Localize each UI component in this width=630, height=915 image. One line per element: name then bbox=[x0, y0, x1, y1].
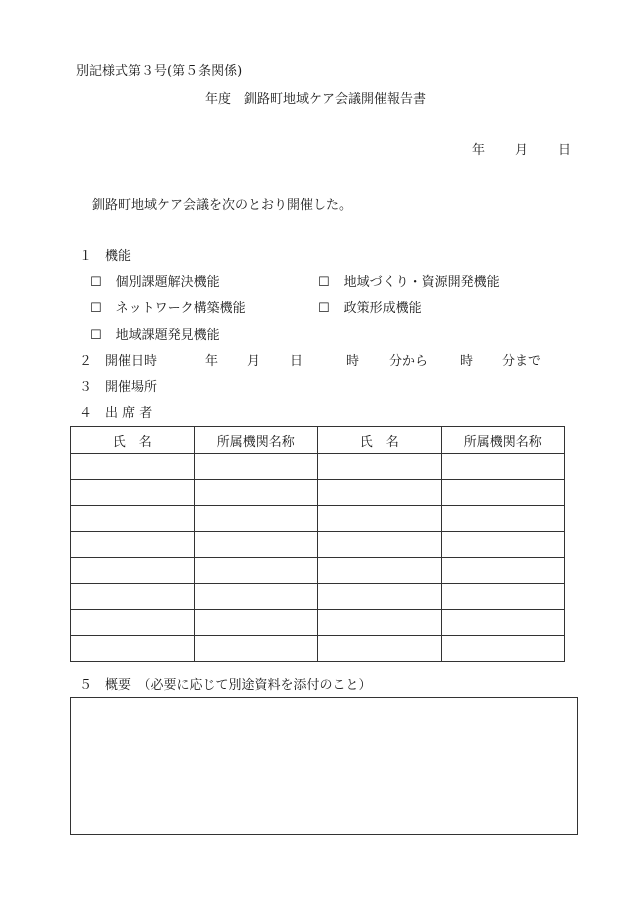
summary-textbox[interactable] bbox=[70, 697, 578, 835]
table-cell[interactable] bbox=[318, 584, 442, 610]
option-label: 個別課題解決機能 bbox=[115, 275, 220, 290]
section-attendees-label: ４ 出 席 者 bbox=[79, 406, 153, 421]
date-year-label: 年 bbox=[472, 143, 486, 158]
table-cell[interactable] bbox=[441, 480, 565, 506]
section-datetime-label: ２ 開催日時 bbox=[79, 354, 158, 369]
name-column-header: 氏 名 bbox=[318, 427, 442, 454]
function-option-policy[interactable] bbox=[318, 301, 422, 317]
date-month-label: 月 bbox=[515, 143, 529, 158]
function-option-network[interactable] bbox=[90, 301, 246, 317]
form-number-label: 別記様式第３号(第５条関係) bbox=[76, 64, 243, 79]
name-column-header: 氏 名 bbox=[71, 427, 195, 454]
attendees-table bbox=[70, 426, 565, 662]
checkbox-icon[interactable]: ☐ bbox=[90, 328, 102, 343]
table-cell[interactable] bbox=[318, 636, 442, 662]
option-label: 地域づくり・資源開発機能 bbox=[343, 275, 500, 290]
table-cell[interactable] bbox=[441, 532, 565, 558]
table-cell[interactable] bbox=[71, 454, 195, 480]
option-label: ネットワーク構築機能 bbox=[115, 301, 246, 316]
table-cell[interactable] bbox=[71, 558, 195, 584]
table-cell[interactable] bbox=[194, 636, 318, 662]
table-cell[interactable] bbox=[318, 454, 442, 480]
function-option-community[interactable] bbox=[318, 275, 500, 291]
table-cell[interactable] bbox=[441, 506, 565, 532]
option-label: 政策形成機能 bbox=[343, 301, 422, 316]
document-title: 年度 釧路町地域ケア会議開催報告書 bbox=[205, 92, 427, 107]
table-cell[interactable] bbox=[71, 610, 195, 636]
table-row bbox=[71, 506, 565, 532]
table-row bbox=[71, 454, 565, 480]
table-cell[interactable] bbox=[318, 558, 442, 584]
function-option-discovery[interactable] bbox=[90, 328, 220, 344]
datetime-year-label: 年 bbox=[205, 354, 219, 369]
table-header-row bbox=[71, 427, 565, 454]
table-cell[interactable] bbox=[441, 558, 565, 584]
table-cell[interactable] bbox=[194, 480, 318, 506]
table-cell[interactable] bbox=[318, 532, 442, 558]
table-cell[interactable] bbox=[441, 610, 565, 636]
checkbox-icon[interactable]: ☐ bbox=[90, 301, 102, 316]
table-cell[interactable] bbox=[194, 584, 318, 610]
checkbox-icon[interactable]: ☐ bbox=[318, 275, 330, 290]
affiliation-column-header: 所属機関名称 bbox=[441, 427, 565, 454]
datetime-end-hour-label: 時 bbox=[460, 354, 474, 369]
section-function-label: １ 機能 bbox=[79, 249, 132, 264]
datetime-day-label: 日 bbox=[290, 354, 304, 369]
table-cell[interactable] bbox=[71, 506, 195, 532]
table-row bbox=[71, 636, 565, 662]
function-option-individual[interactable] bbox=[90, 275, 220, 291]
table-row bbox=[71, 532, 565, 558]
table-cell[interactable] bbox=[441, 584, 565, 610]
date-day-label: 日 bbox=[558, 143, 572, 158]
intro-text: 釧路町地域ケア会議を次のとおり開催した。 bbox=[92, 198, 353, 213]
table-row bbox=[71, 610, 565, 636]
table-cell[interactable] bbox=[318, 506, 442, 532]
table-cell[interactable] bbox=[194, 506, 318, 532]
table-cell[interactable] bbox=[194, 532, 318, 558]
table-cell[interactable] bbox=[194, 454, 318, 480]
datetime-start-minute-label: 分から bbox=[389, 354, 429, 369]
checkbox-icon[interactable]: ☐ bbox=[318, 301, 330, 316]
option-label: 地域課題発見機能 bbox=[115, 328, 220, 343]
table-cell[interactable] bbox=[71, 480, 195, 506]
table-row bbox=[71, 584, 565, 610]
table-cell[interactable] bbox=[71, 636, 195, 662]
table-cell[interactable] bbox=[318, 480, 442, 506]
table-cell[interactable] bbox=[194, 610, 318, 636]
datetime-start-hour-label: 時 bbox=[346, 354, 360, 369]
table-row bbox=[71, 558, 565, 584]
section-summary-label: ５ 概要 （必要に応じて別途資料を添付のこと） bbox=[79, 678, 372, 693]
table-cell[interactable] bbox=[318, 610, 442, 636]
table-cell[interactable] bbox=[441, 636, 565, 662]
table-cell[interactable] bbox=[71, 584, 195, 610]
table-row bbox=[71, 480, 565, 506]
table-cell[interactable] bbox=[71, 532, 195, 558]
affiliation-column-header: 所属機関名称 bbox=[194, 427, 318, 454]
section-venue-label: ３ 開催場所 bbox=[79, 380, 158, 395]
table-cell[interactable] bbox=[194, 558, 318, 584]
checkbox-icon[interactable]: ☐ bbox=[90, 275, 102, 290]
datetime-month-label: 月 bbox=[247, 354, 261, 369]
datetime-end-minute-label: 分まで bbox=[502, 354, 542, 369]
table-cell[interactable] bbox=[441, 454, 565, 480]
